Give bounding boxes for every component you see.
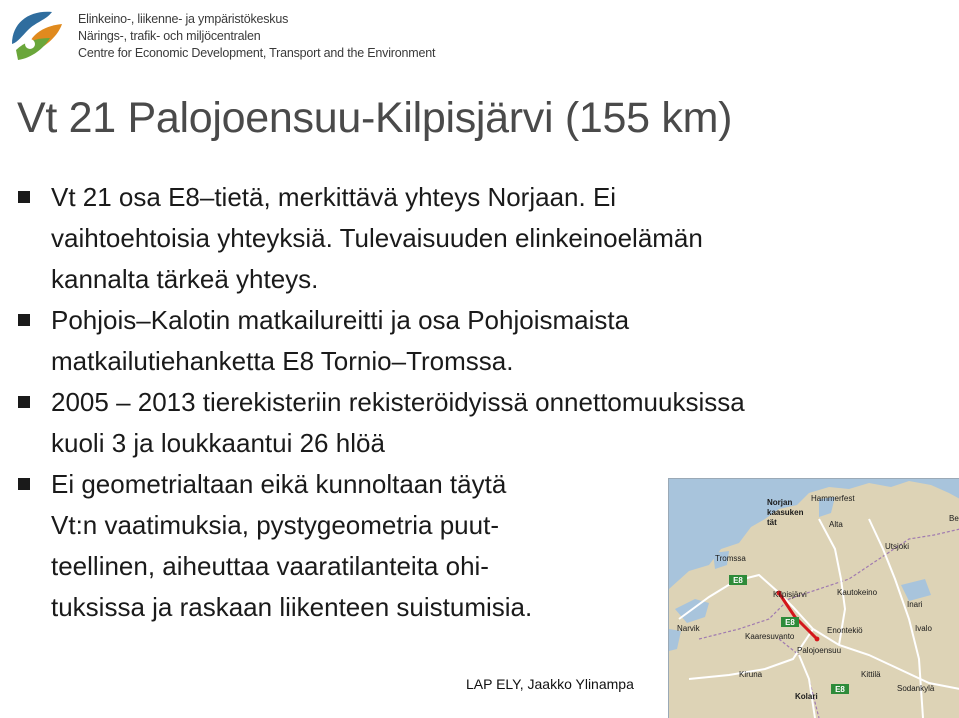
map-label-narvik: Narvik [677, 624, 700, 633]
map-label-sodankyla: Sodankylä [897, 684, 935, 693]
map-label-kaaresuvanto: Kaaresuvanto [745, 632, 795, 641]
map-label-inari: Inari [907, 600, 923, 609]
e8-label: E8 [835, 685, 845, 694]
bullet-line: 2005 – 2013 tierekisteriin rekisteröidyissä onnettomuuksissa [51, 387, 745, 417]
bullet-line: kuoli 3 ja loukkaantui 26 hlöä [51, 428, 385, 458]
bullet-item [0, 177, 959, 300]
map-label-kaasukentat: kaasuken [767, 508, 804, 517]
header [0, 0, 959, 72]
organisation-name [78, 11, 435, 62]
route-endpoint [815, 637, 820, 642]
map-label-be: Be [949, 514, 959, 523]
map-label-kaasukentat: tät [767, 518, 777, 527]
map-label-ivalo: Ivalo [915, 624, 932, 633]
bullet-line: vaihtoehtoisia yhteyksiä. Tulevaisuuden elinkeinoelämän [51, 223, 703, 253]
ely-logo-icon [6, 4, 68, 66]
square-bullet-icon [18, 191, 30, 203]
bullet-line: teellinen, aiheuttaa vaaratilanteita ohi- [51, 551, 489, 581]
bullet-line: tuksissa ja raskaan liikenteen suistumisia. [51, 592, 533, 622]
footer-author: LAP ELY, Jaakko Ylinampa [466, 676, 634, 692]
org-line-fi: Elinkeino-, liikenne- ja ympäristökeskus [78, 12, 289, 26]
map-label-enontekio: Enontekiö [827, 626, 863, 635]
bullet-line: Vt 21 osa E8–tietä, merkittävä yhteys Norjaan. Ei [51, 182, 617, 212]
map-label-hammerfest: Hammerfest [811, 494, 855, 503]
square-bullet-icon [18, 396, 30, 408]
bullet-line: matkailutiehanketta E8 Tornio–Tromssa. [51, 346, 514, 376]
bullet-line: Ei geometrialtaan eikä kunnoltaan täytä [51, 469, 507, 499]
map-label-tromssa: Tromssa [715, 554, 746, 563]
map-label-kautokeino: Kautokeino [837, 588, 878, 597]
map-label-alta: Alta [829, 520, 843, 529]
map-label-kiruna: Kiruna [739, 670, 763, 679]
square-bullet-icon [18, 314, 30, 326]
map-label-palojoensuu: Palojoensuu [797, 646, 842, 655]
bullet-line: Vt:n vaatimuksia, pystygeometria puut- [51, 510, 499, 540]
e8-label: E8 [733, 576, 743, 585]
bullet-item [0, 382, 959, 464]
map-label-kolari: Kolari [795, 692, 818, 701]
slide-title: Vt 21 Palojoensuu-Kilpisjärvi (155 km) [17, 94, 733, 142]
map-label-utsjoki: Utsjoki [885, 542, 910, 551]
bullet-item [0, 300, 959, 382]
map-label-kittila: Kittilä [861, 670, 881, 679]
square-bullet-icon [18, 478, 30, 490]
bullet-line: Pohjois–Kalotin matkailureitti ja osa Pohjoismaista [51, 305, 630, 335]
route-map [668, 478, 959, 718]
org-line-en: Centre for Economic Development, Transport and the Environment [78, 46, 436, 60]
bullet-line: kannalta tärkeä yhteys. [51, 264, 319, 294]
org-line-sv: Närings-, trafik- och miljöcentralen [78, 29, 261, 43]
map-label-kilpisjarvi: Kilpisjärvi [773, 590, 807, 599]
e8-label: E8 [785, 618, 795, 627]
route-map-svg [669, 479, 959, 718]
map-label-norjan: Norjan [767, 498, 793, 507]
